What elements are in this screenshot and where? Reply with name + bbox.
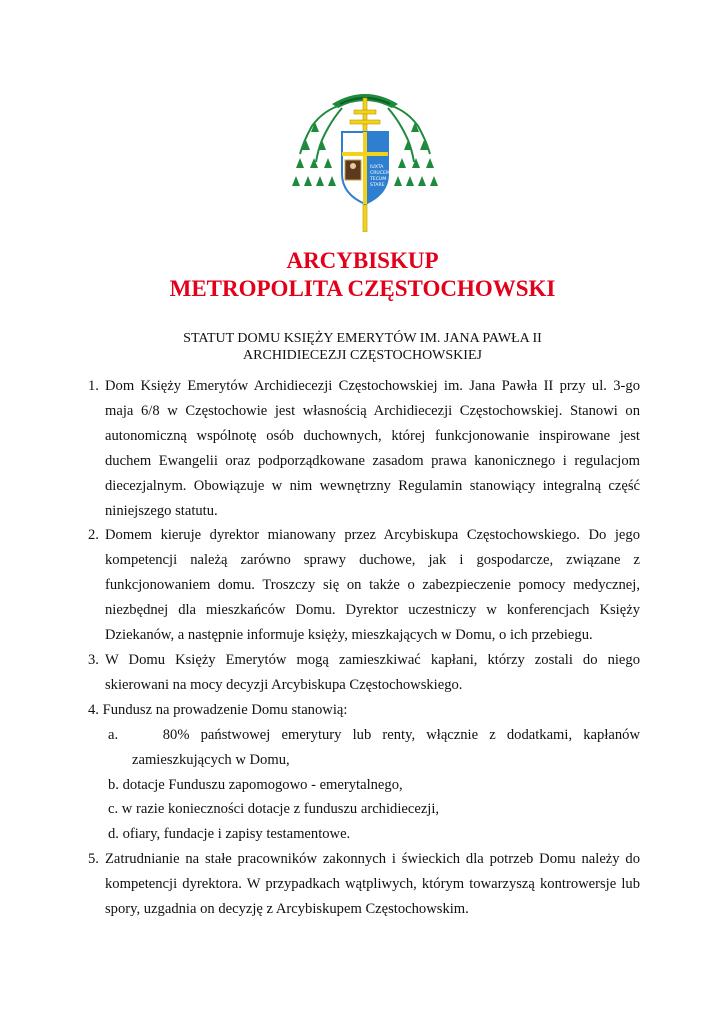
item-text: Dom Księży Emerytów Archidiecezji Częstochowskiej im. Jana Pawła II przy ul. 3-go maja 6/8 w Częstochowie jest własnością Archidiecezji Częstochowskiej. Stanowi on autonomiczną wspólnotę osób duchownych, której funkcjonowanie inspirowane jest duchem Ewangelii oraz podporządkowane zasadom prawa kanonicznego i regulacjom diecezjalnym. Obowiązuje w nim wewnętrzny Regulamin stanowiący integralną część niniejszego statutu. [105,378,640,519]
item-text: Fundusz na prowadzenie Domu stanowią: [102,701,348,718]
item-text: Domem kieruje dyrektor mianowany przez Arcybiskupa Częstochowskiego. Do jego kompetencji należą zarówno sprawy duchowe, jak i gospodarcze, związane z funkcjonowaniem domu. Troszczy się on także o zabezpieczenie pomocy medycznej, niezbędnej dla mieszkańców Domu. Dyrektor uczestniczy w konferencjach Księży Dziekanów, a następnie informuje księży, mieszkających w Domu, o ich przebiegu. [105,527,640,644]
fund-source-marker: d. [108,826,119,843]
item-text: Zatrudnianie na stałe pracowników zakonnych i świeckich dla potrzeb Domu należy do kompetencji dyrektora. W przypadkach wątpliwych, którym towarzyszą kontrowersje lub spory, uzgadnia on decyzję z Arcybiskupem Częstochowskim. [105,851,640,918]
fund-source-text: w razie konieczności dotacje z funduszu archidiecezji, [121,801,440,818]
motto-line-2: CRUCEM [370,171,390,176]
item-number: 5. [88,851,99,868]
fund-source-d [88,822,640,847]
statute-body [88,374,640,922]
item-number: 3. [88,651,99,668]
motto-line-4: STARE [370,183,385,188]
motto-line-3: TECUM [370,177,387,182]
fund-source-marker: a. [108,726,119,743]
document-subtitle-line-1: STATUT DOMU KSIĘŻY EMERYTÓW IM. JANA PAWŁA II [183,331,542,346]
statute-item-5 [88,847,640,922]
statute-item-1 [88,374,640,523]
fund-source-marker: c. [108,801,119,818]
fund-source-text: ofiary, fundacje i zapisy testamentowe. [122,826,351,843]
item-number: 4. [88,701,99,718]
fund-source-c [88,797,640,822]
item-number: 2. [88,527,99,544]
motto-line-1: IUXTA [370,165,384,170]
item-number: 1. [88,378,99,394]
statute-item-3 [88,648,640,698]
fund-source-text: dotacje Funduszu zapomogowo - emerytalnego, [122,776,403,793]
fund-source-text: 80% państwowej emerytury lub renty, włącznie z dodatkami, kapłanów zamieszkujących w Domu, [132,726,640,768]
statute-item-2 [88,523,640,648]
fund-source-a [92,723,640,773]
heading-title-line-1: ARCYBISKUP [286,248,439,273]
heading-title-line-2: METROPOLITA CZĘSTOCHOWSKI [169,276,556,301]
fund-source-marker: b. [108,776,119,793]
fund-source-b [88,773,640,798]
document-subtitle-line-2: ARCHIDIECEZJI CZĘSTOCHOWSKIEJ [243,348,482,363]
statute-item-4 [88,698,640,723]
item-text: W Domu Księży Emerytów mogą zamieszkiwać kapłani, którzy zostali do niego skierowani na mocy decyzji Arcybiskupa Częstochowskiego. [105,651,640,693]
archbishop-coat-of-arms [292,82,438,232]
